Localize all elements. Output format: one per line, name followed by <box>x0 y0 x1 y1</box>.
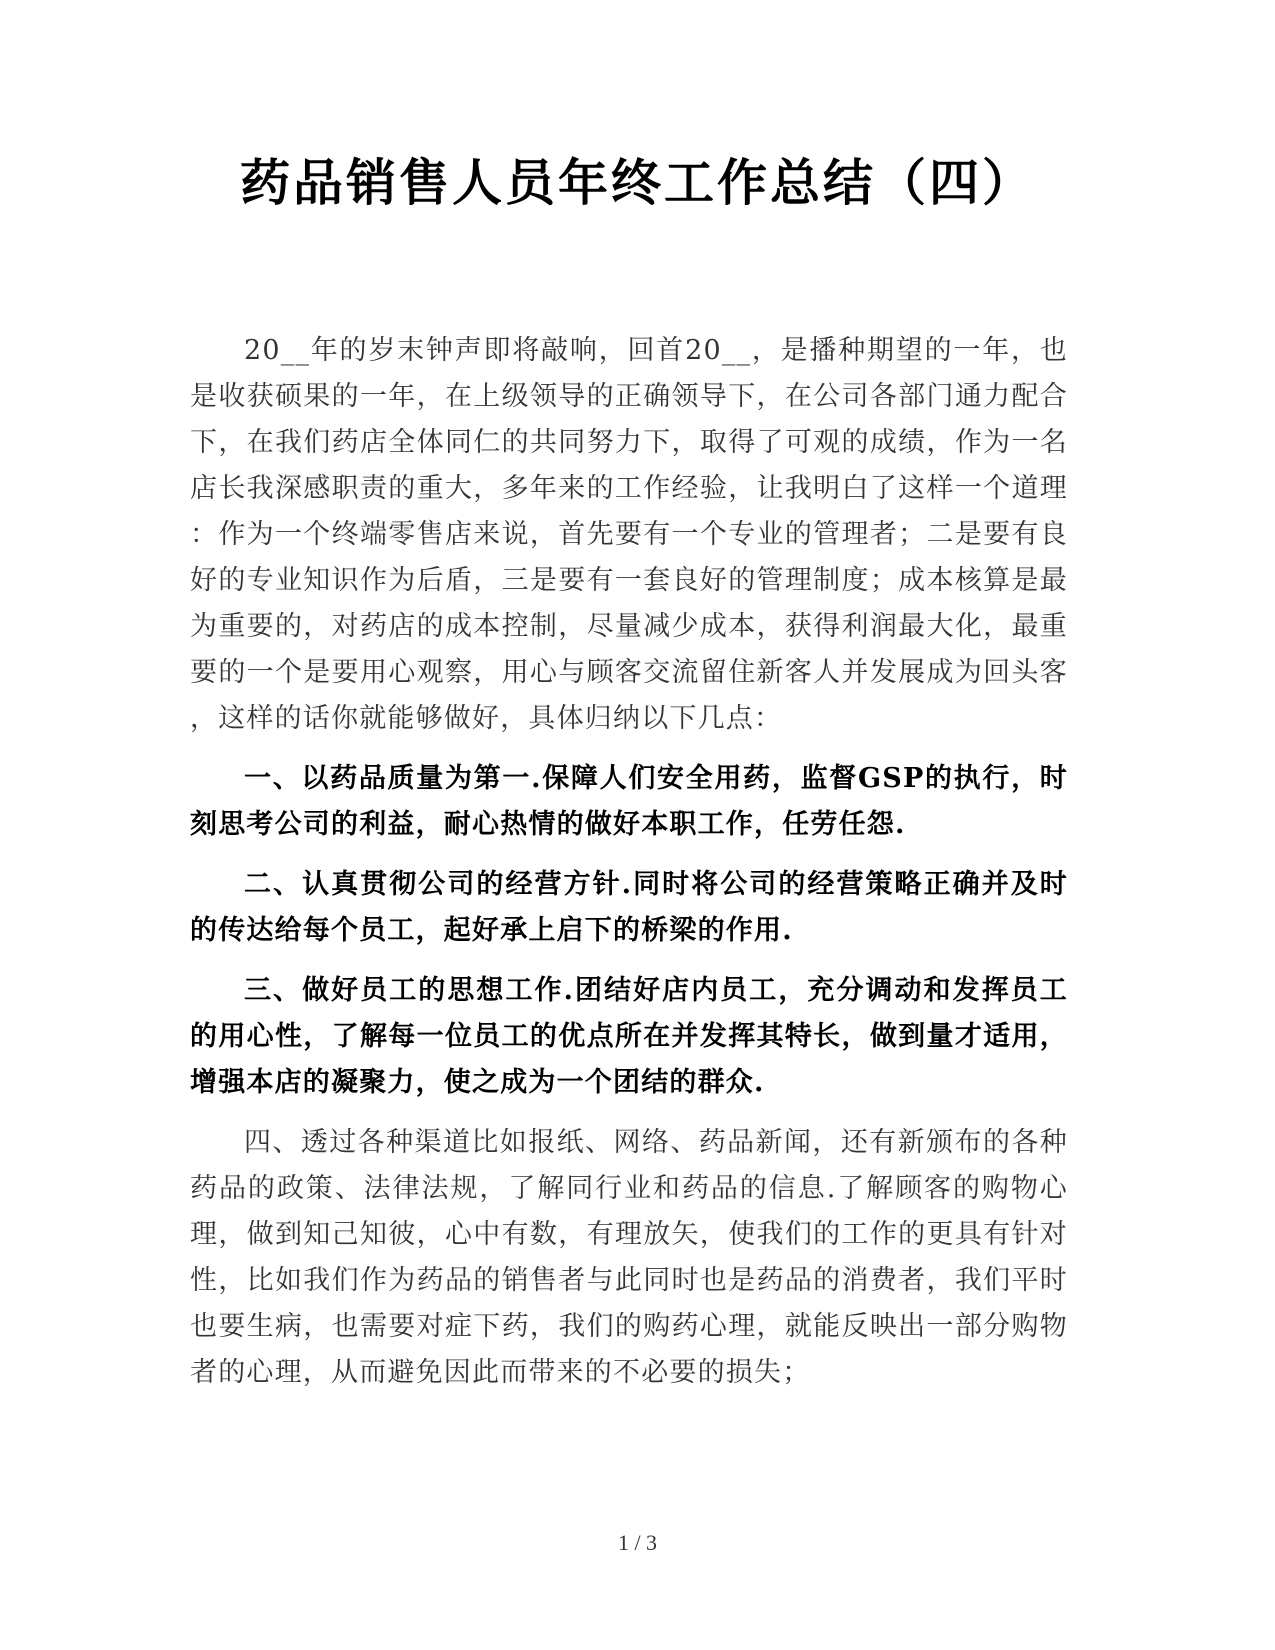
paragraph-spacer <box>190 848 1068 862</box>
paragraph-point-three: 三、做好员工的思想工作.团结好店内员工，充分调动和发挥员工的用心性，了解每一位员工的优点所在并发挥其特长，做到量才适用，增强本店的凝聚力，使之成为一个团结的群众. <box>190 975 1068 1098</box>
paragraph-point-one: 一、以药品质量为第一.保障人们安全用药，监督GSP的执行，时刻思考公司的利益，耐心热情的做好本职工作，任劳任怨. <box>190 763 1068 840</box>
paragraph-spacer <box>190 1106 1068 1120</box>
document-title: 药品销售人员年终工作总结（四） <box>240 153 1035 212</box>
document-body <box>190 328 1068 1396</box>
page-number: 1 / 3 <box>617 1530 658 1555</box>
paragraph-spacer <box>190 954 1068 968</box>
paragraph-spacer <box>190 742 1068 756</box>
paragraph-point-four: 四、透过各种渠道比如报纸、网络、药品新闻，还有新颁布的各种药品的政策、法律法规，了解同行业和药品的信息.了解顾客的购物心理，做到知己知彼，心中有数，有理放矢，使我们的工作的更具有针对性，比如我们作为药品的销售者与此同时也是药品的消费者，我们平时也要生病，也需要对症下药，我们的购药心理，就能反映出一部分购物者的心理，从而避免因此而带来的不必要的损失； <box>190 1127 1068 1388</box>
paragraph-point-two: 二、认真贯彻公司的经营方针.同时将公司的经营策略正确并及时的传达给每个员工，起好承上启下的桥梁的作用. <box>190 869 1068 946</box>
paragraph-intro: 20__年的岁末钟声即将敲响，回首20__，是播种期望的一年，也是收获硕果的一年，在上级领导的正确领导下，在公司各部门通力配合下，在我们药店全体同仁的共同努力下，取得了可观的成绩，作为一名店长我深感职责的重大，多年来的工作经验，让我明白了这样一个道理：作为一个终端零售店来说，首先要有一个专业的管理者；二是要有良好的专业知识作为后盾，三是要有一套良好的管理制度；成本核算是最为重要的，对药店的成本控制，尽量减少成本，获得利润最大化，最重要的一个是要用心观察，用心与顾客交流留住新客人并发展成为回头客，这样的话你就能够做好，具体归纳以下几点： <box>190 335 1068 734</box>
